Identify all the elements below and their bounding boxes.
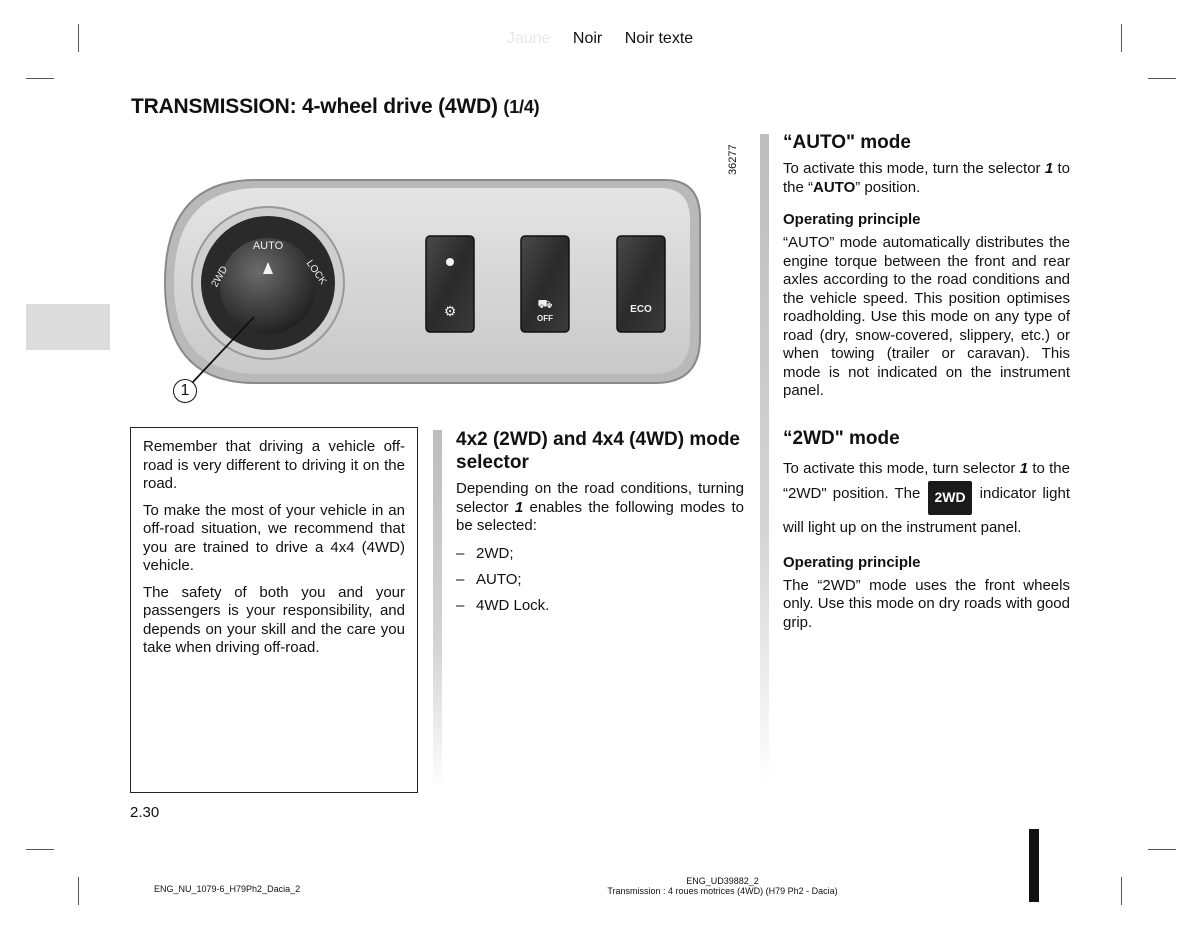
selector-heading: 4x2 (2WD) and 4x4 (4WD) mode selector [456,429,740,473]
list-item [456,597,744,616]
2wd-mode-heading: “2WD" mode [783,427,900,449]
color-label-black-text: Noir texte [624,30,694,47]
list-item [456,545,744,564]
dial-label-lock: LOCK [303,258,329,287]
page-title [131,95,539,119]
crop-mark [26,849,54,850]
button-eco [617,236,665,332]
crop-mark [1148,78,1176,79]
warning-note-box [130,427,418,793]
crop-mark [1121,877,1122,905]
selector-section [456,428,744,623]
button-center-lock-icon: ⚙ [443,304,457,320]
2wd-indicator-icon: 2WD [928,481,971,515]
2wd-text: to the “2WD" position. The [783,459,1070,502]
footer-code-left: ENG_NU_1079-6_H79Ph2_Dacia_2 [154,884,301,894]
mode-auto: AUTO; [476,570,522,588]
page-title-part: (1/4) [503,97,540,117]
selector-intro-text: enables the following modes to be selected: [456,498,744,534]
note-paragraph: Remember that driving a vehicle off-road is very different to driving it on the road. [143,438,405,492]
dial-knob [220,238,316,334]
list-dash: – [456,544,465,562]
selector-intro [456,480,744,536]
page-number: 2.30 [130,804,160,821]
crop-mark [1148,849,1176,850]
color-labels [0,30,1200,48]
color-label-black: Noir [572,30,603,47]
auto-text: to the “ [783,160,1070,196]
list-dash: – [456,570,465,588]
selector-illustration [160,178,705,393]
auto-principle-text: “AUTO” mode automatically distributes the engine torque between the front and rear axles according to the road conditions and the vehicle speed. This position optimises roadholding. Use this mode on any type of road (dry, snow-covered, slippery, etc.) or when towing (trailer or caravan). This mode is not indicated on the instrument panel. [783,234,1070,399]
button-esc-off-label: OFF [537,314,553,323]
note-paragraph: The safety of both you and your passengers is your responsibility, and depends on your skill and the care you take when driving off-road. [143,583,405,656]
page-title-main: TRANSMISSION: 4-wheel drive (4WD) [131,95,498,118]
callout-number: 1 [180,382,190,399]
color-label-yellow: Jaune [506,30,551,47]
figure-number: 36277 [727,144,739,175]
mode-2wd: 2WD; [476,544,514,562]
callout-marker [173,379,197,403]
2wd-text: To activate this mode, turn selector [783,459,1020,477]
modes-description [783,131,1070,632]
selector-intro-text: Depending on the road conditions, turning selector [456,480,744,516]
selector-ref: 1 [514,498,524,516]
list-dash: – [456,596,465,614]
crop-mark [78,877,79,905]
dial-label-2wd: 2WD [209,264,231,290]
auto-ref: 1 [1044,160,1054,177]
button-led [446,258,454,266]
crop-mark [26,78,54,79]
2wd-text: indicator light will light up on the instrument panel. [783,484,1070,536]
auto-text: ” position. [855,178,921,196]
footer-title: Transmission : 4 roues motrices (4WD) (H79 Ph2 - Dacia) [607,886,838,896]
list-item [456,571,744,590]
note-paragraph: To make the most of your vehicle in an off-road situation, we recommend that you are trained to drive a 4x4 (4WD) vehicle. [143,501,405,574]
auto-text: To activate this mode, turn the selector [783,160,1045,177]
column-separator [760,134,769,790]
section-tab [26,304,110,350]
2wd-principle-heading: Operating principle [783,553,921,571]
button-eco-label: ECO [630,304,652,315]
column-separator [433,430,442,790]
footer-reference [500,876,945,896]
footer-code-mid: ENG_UD39882_2 [686,876,759,886]
mode-4wd-lock: 4WD Lock. [476,596,550,614]
button-esc-off-icon: ⛟ [537,297,553,311]
auto-mode-heading: “AUTO" mode [783,132,911,153]
auto-principle-heading: Operating principle [783,211,921,228]
thumb-index-bar [1029,829,1039,902]
dial-label-auto: AUTO [252,240,284,252]
2wd-ref: 1 [1019,459,1029,477]
auto-bold: AUTO [813,178,856,196]
2wd-mode-activation [783,456,1070,540]
auto-mode-activation [783,160,1070,197]
2wd-principle-text: The “2WD” mode uses the front wheels only. Use this mode on dry roads with good grip. [783,576,1070,631]
mode-list [456,545,744,616]
